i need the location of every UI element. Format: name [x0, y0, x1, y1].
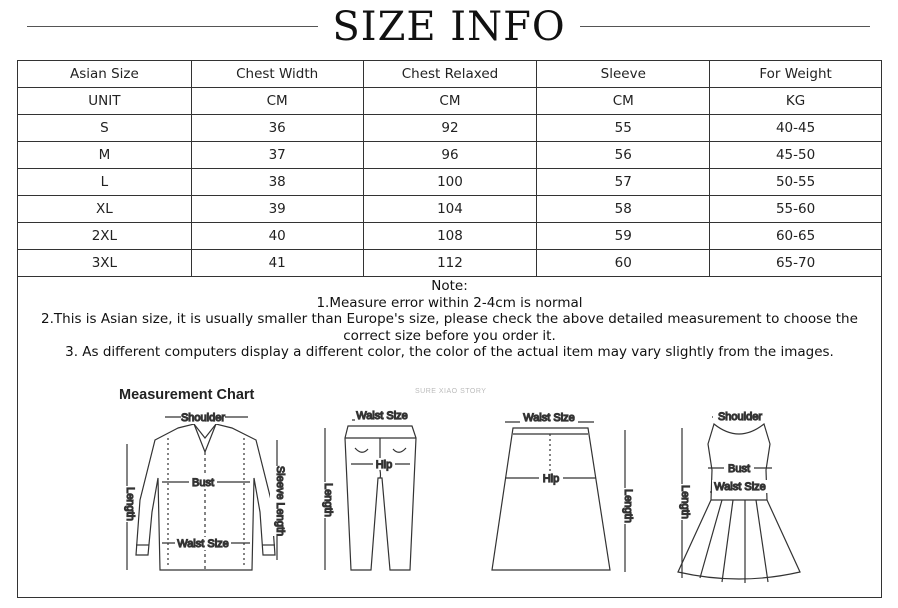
table-cell: For Weight [710, 61, 882, 88]
dress-illustration [678, 417, 800, 583]
table-cell: Sleeve [537, 61, 710, 88]
shirt-length-label: Length [124, 487, 136, 521]
skirt-waist-label: Waist Size [523, 412, 575, 424]
table-cell: 36 [191, 115, 363, 142]
shirt-bust-label: Bust [191, 477, 215, 489]
skirt-illustration [492, 422, 625, 572]
table-cell: 96 [363, 142, 537, 169]
table-cell: 45-50 [710, 142, 882, 169]
table-cell: UNIT [18, 88, 192, 115]
table-cell: Chest Width [191, 61, 363, 88]
pants-illustration [325, 420, 416, 570]
table-cell: L [18, 169, 192, 196]
table-cell: 37 [191, 142, 363, 169]
table-cell: 55-60 [710, 196, 882, 223]
table-cell: 104 [363, 196, 537, 223]
table-cell: CM [537, 88, 710, 115]
table-cell: 108 [363, 223, 537, 250]
pants-hip-label: Hip [375, 459, 393, 471]
table-cell: 65-70 [710, 250, 882, 277]
watermark: SURE XIAO STORY [415, 388, 487, 395]
table-cell: Chest Relaxed [363, 61, 537, 88]
table-cell: XL [18, 196, 192, 223]
table-cell: CM [191, 88, 363, 115]
table-cell: 39 [191, 196, 363, 223]
note-1: 1.Measure error within 2-4cm is normal [316, 294, 583, 311]
table-cell: S [18, 115, 192, 142]
table-cell: 60 [537, 250, 710, 277]
table-cell: 50-55 [710, 169, 882, 196]
page-title: SIZE INFO [0, 4, 898, 50]
table-cell: 38 [191, 169, 363, 196]
pants-length-label: Length [322, 483, 334, 517]
skirt-length-label: Length [622, 489, 634, 523]
table-cell: CM [363, 88, 537, 115]
table-cell: 112 [363, 250, 537, 277]
table-cell: Asian Size [18, 61, 192, 88]
shirt-sleeve-label: Sleeve Length [274, 465, 286, 537]
dress-length-label: Length [679, 485, 691, 519]
table-cell: 59 [537, 223, 710, 250]
dress-shoulder-label: Shoulder [717, 411, 763, 423]
dress-waist-label: Waist Size [714, 481, 766, 493]
notes-heading: Note: [431, 278, 468, 294]
table-cell: 60-65 [710, 223, 882, 250]
shirt-shoulder-label: Shoulder [180, 412, 226, 424]
table-cell: 40-45 [710, 115, 882, 142]
note-3: 3. As different computers display a different color, the color of the actual item may vary slightly from the images. [65, 344, 834, 360]
skirt-hip-label: Hip [542, 473, 560, 485]
table-cell: 92 [363, 115, 537, 142]
table-cell: 55 [537, 115, 710, 142]
pants-waist-label: Waist Size [356, 410, 408, 422]
table-cell: 3XL [18, 250, 192, 277]
table-cell: 56 [537, 142, 710, 169]
measurement-chart-title: Measurement Chart [119, 387, 255, 403]
table-cell: 40 [191, 223, 363, 250]
table-cell: 2XL [18, 223, 192, 250]
table-cell: 57 [537, 169, 710, 196]
table-cell: 58 [537, 196, 710, 223]
dress-bust-label: Bust [727, 463, 751, 475]
note-2: 2.This is Asian size, it is usually smaller than Europe's size, please check the above detailed measurement to choose the correct size before you order it. [41, 311, 858, 344]
shirt-waist-label: Waist Size [177, 538, 229, 550]
table-cell: M [18, 142, 192, 169]
table-cell: KG [710, 88, 882, 115]
table-cell: 100 [363, 169, 537, 196]
table-cell: 41 [191, 250, 363, 277]
